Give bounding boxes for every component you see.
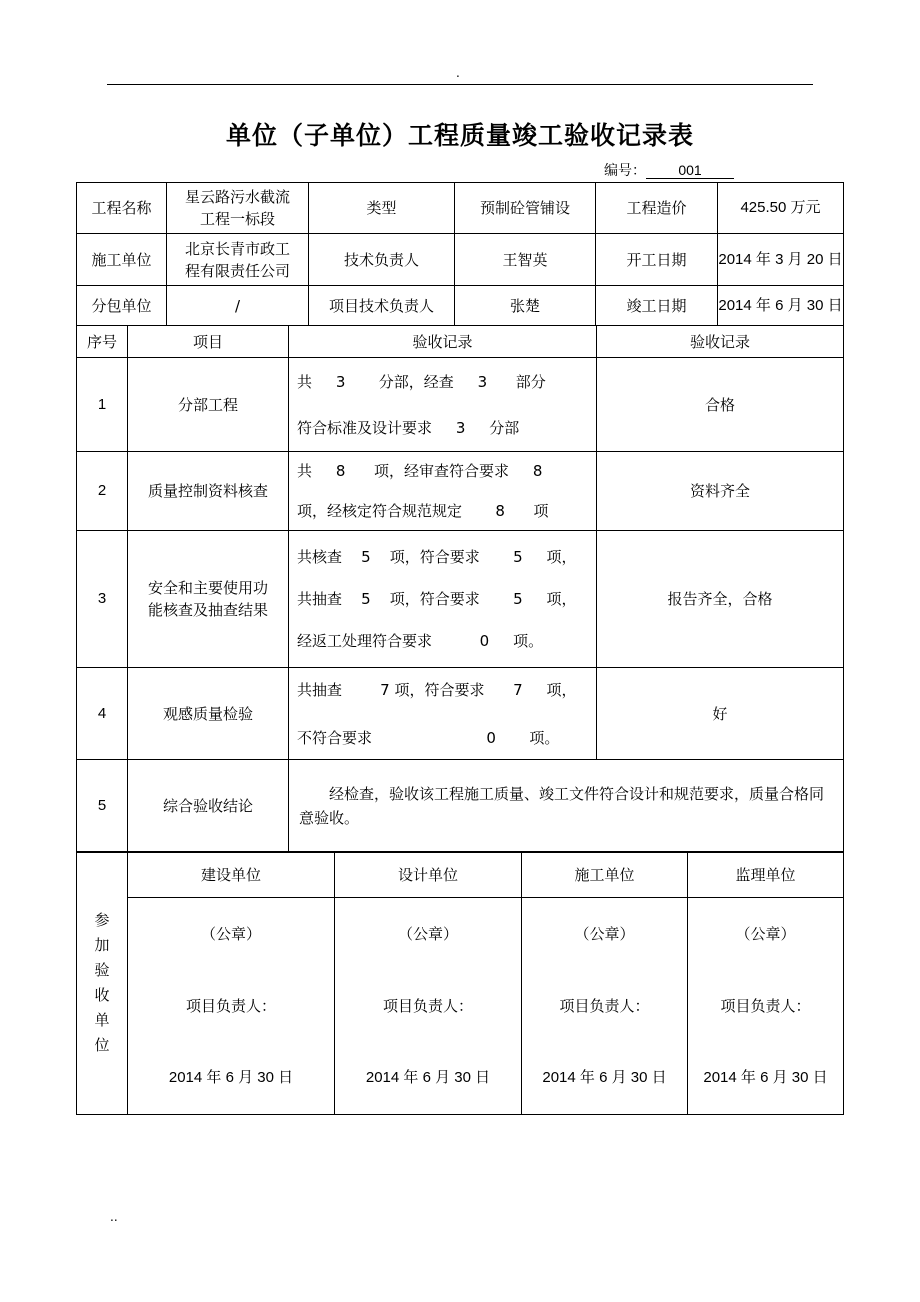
participants-sign-row (77, 898, 844, 1115)
sign-date: 2014 年 6 月 30 日 (703, 1069, 828, 1086)
footer-dots: .. (110, 1210, 118, 1224)
contractor-value: 北京长青市政工 程有限责任公司 (167, 234, 309, 286)
table-row (77, 531, 844, 668)
tech-lead-value: 王智英 (455, 234, 596, 286)
subcontractor-value: / (167, 286, 309, 326)
form-number-label: 编号： (604, 163, 646, 179)
unit-supervisor: 监理单位 (688, 852, 844, 898)
row-result: 合格 (597, 358, 844, 452)
record-line: 共 8 项，经审查符合要求 8 (297, 462, 543, 480)
sign-block (688, 898, 844, 1115)
record-line: 共 3 分部，经查 3 部分 (297, 372, 546, 391)
form-number (604, 160, 734, 180)
start-date-label: 开工日期 (596, 234, 718, 286)
record2-header: 验收记录 (597, 326, 844, 358)
seal-placeholder: （公章） (574, 925, 635, 943)
page-title: 单位（子单位）工程质量竣工验收记录表 (225, 121, 694, 150)
unit-designer: 设计单位 (335, 852, 522, 898)
row-seq: 5 (77, 760, 128, 853)
info-row-3 (77, 286, 844, 326)
start-date-value: 2014 年 3 月 20 日 (718, 234, 844, 286)
info-row-2 (77, 234, 844, 286)
row-record (289, 358, 597, 452)
project-tech-lead-label: 项目技术负责人 (309, 286, 455, 326)
project-name-label: 工程名称 (77, 183, 167, 234)
participants-header-row (77, 852, 844, 898)
row-record (289, 452, 597, 531)
row-result: 好 (597, 668, 844, 760)
row-item: 综合验收结论 (128, 760, 289, 853)
record-line: 共抽查 7 项，符合要求 7 项， (297, 680, 577, 699)
project-leader-label: 项目负责人： (559, 997, 650, 1015)
row-seq: 2 (77, 452, 128, 531)
sign-block (335, 898, 522, 1115)
sign-date: 2014 年 6 月 30 日 (365, 1069, 491, 1086)
header-dot: . (456, 66, 460, 80)
record-line: 共抽查 5 项，符合要求 5 项， (297, 590, 577, 608)
project-tech-lead-value: 张楚 (455, 286, 596, 326)
subcontractor-label: 分包单位 (77, 286, 167, 326)
record-line: 经返工处理符合要求 0 项。 (297, 632, 544, 650)
record-line: 共核查 5 项，符合要求 5 项， (297, 548, 577, 566)
cost-value: 425.50 万元 (718, 183, 844, 234)
acceptance-table (76, 325, 844, 853)
record-header: 验收记录 (289, 326, 597, 358)
sign-date: 2014 年 6 月 30 日 (542, 1069, 667, 1086)
row-record (289, 668, 597, 760)
row-item: 安全和主要使用功 能核查及抽查结果 (128, 531, 289, 668)
table-row (77, 358, 844, 452)
table-row (77, 668, 844, 760)
tech-lead-label: 技术负责人 (309, 234, 455, 286)
seal-placeholder: （公章） (735, 925, 796, 943)
record-line: 不符合要求 0 项。 (297, 728, 560, 747)
participants-label: 参 加 验 收 单 位 (77, 852, 128, 1115)
type-value: 预制砼管铺设 (455, 183, 596, 234)
row-record (289, 531, 597, 668)
row-seq: 3 (77, 531, 128, 668)
header-rule (107, 84, 813, 85)
row-item: 观感质量检验 (128, 668, 289, 760)
cost-label: 工程造价 (596, 183, 718, 234)
record-line: 项，经核定符合规范规定 8 项 (297, 502, 549, 520)
form-number-value: 001 (646, 162, 734, 179)
seal-placeholder: （公章） (397, 925, 458, 943)
table-row (77, 760, 844, 853)
contractor-label: 施工单位 (77, 234, 167, 286)
row-seq: 4 (77, 668, 128, 760)
sign-date: 2014 年 6 月 30 日 (168, 1069, 294, 1086)
seq-header: 序号 (77, 326, 128, 358)
info-row-1 (77, 183, 844, 234)
unit-owner: 建设单位 (128, 852, 335, 898)
acceptance-header-row (77, 326, 844, 358)
row-result: 资料齐全 (597, 452, 844, 531)
row-result: 报告齐全，合格 (597, 531, 844, 668)
item-header: 项目 (128, 326, 289, 358)
project-info-table (76, 182, 844, 326)
sign-block (522, 898, 688, 1115)
end-date-value: 2014 年 6 月 30 日 (718, 286, 844, 326)
project-name-value: 星云路污水截流 工程一标段 (167, 183, 309, 234)
unit-contractor: 施工单位 (522, 852, 688, 898)
conclusion-text: 经检查，验收该工程施工质量、竣工文件符合设计和规范要求，质量合格同意验收。 (289, 760, 844, 853)
record-line: 符合标准及设计要求 3 分部 (297, 418, 520, 437)
project-leader-label: 项目负责人： (382, 997, 473, 1015)
project-leader-label: 项目负责人： (185, 997, 276, 1015)
seal-placeholder: （公章） (200, 925, 261, 943)
row-item: 分部工程 (128, 358, 289, 452)
project-leader-label: 项目负责人： (720, 997, 811, 1015)
type-label: 类型 (309, 183, 455, 234)
end-date-label: 竣工日期 (596, 286, 718, 326)
participants-table (76, 851, 844, 1115)
sign-block (128, 898, 335, 1115)
row-item: 质量控制资料核查 (128, 452, 289, 531)
table-row (77, 452, 844, 531)
row-seq: 1 (77, 358, 128, 452)
